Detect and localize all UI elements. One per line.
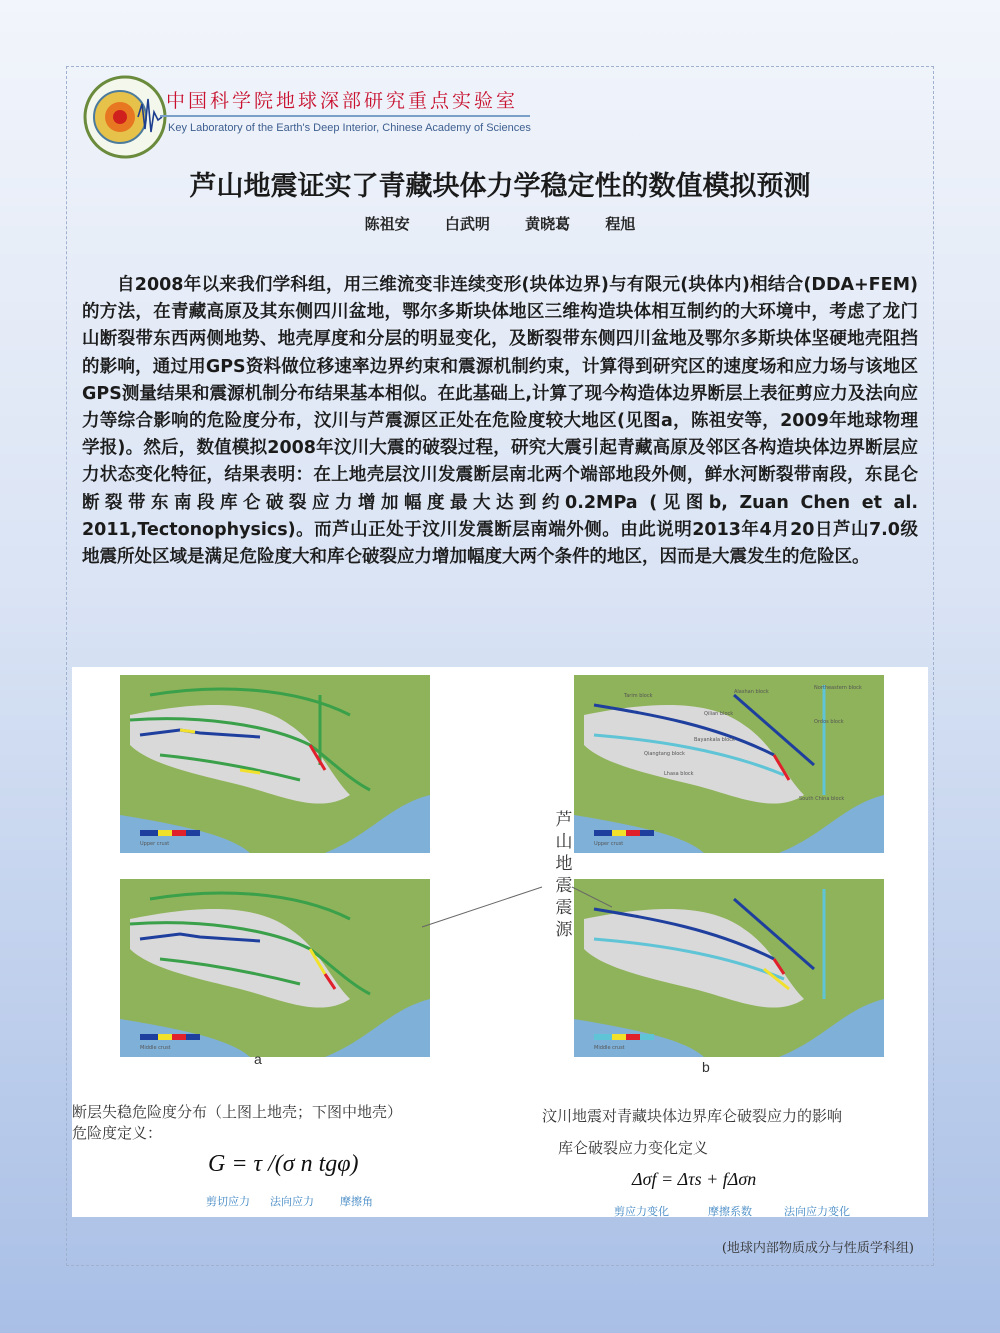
caption-b-line2: 库仑破裂应力变化定义 — [558, 1139, 709, 1157]
note-friction-angle: 摩擦角 — [340, 1195, 373, 1208]
block-bayankala: Bayankala block — [694, 737, 735, 743]
note-shear-change: 剪应力变化 — [614, 1205, 669, 1218]
footer-group: (地球内部物质成分与性质学科组) — [721, 1241, 914, 1256]
panel-label-b: b — [702, 1059, 710, 1075]
map-b-upper-legend: Upper crust — [594, 841, 624, 847]
note-normal-stress: 法向应力 — [270, 1195, 314, 1208]
body-paragraph: 自2008年以来我们学科组，用三维流变非连续变形(块体边界)与有限元(块体内)相结合(DDA+FEM)的方法，在青藏高原及其东侧四川盆地，鄂尔多斯块体地区三维构造块体相互制约的大环境中，考虑了龙门山断裂带东西两侧地势、地壳厚度和分层的明显变化，及断裂带东侧四川盆地及鄂尔多斯块体坚硬地壳阻挡的影响，通过用GPS资料做位移速率边界约束和震源机制约束，计算得到研究区的速度场和应力场与该地区GPS测量结果和震源机制分布结果基本相似。在此基础上,计算了现今构造体边界断层上表征剪应力及法向应力等综合影响的危险度分布，汶川与芦震源区正处在危险度较大地区(见图a，陈祖安等，2009年地球物理学报)。然后，数值模拟2008年汶川大震的破裂过程，研究大震引起青藏高原及邻区各构造块体边界断层应力状态变化特征，结果表明：在上地壳层汶川发震断层南北两个端部地段外侧，鲜水河断裂带南段，东昆仑断裂带东南段库仑破裂应力增加幅度最大达到约0.2MPa (见图b, Zuan Chen et al. 2011,Tectonophysics)。而芦山正处于汶川发震断层南端外侧。由此说明2013年4月20日芦山7.0级地震所处区域是满足危险度大和库仑破裂应力增加幅度大两个条件的地区，因而是大震发生的危险区。 — [82, 275, 918, 568]
map-a-middle-legend: Middle crust — [140, 1045, 171, 1051]
figure-panel — [72, 667, 928, 1217]
note-normal-change: 法向应力变化 — [784, 1205, 850, 1218]
lab-name-cn: 中国科学院地球深部研究重点实验室 — [166, 90, 519, 112]
pointer-lines — [412, 827, 612, 947]
authors: 陈祖安 白武明 黄晓葛 程旭 — [364, 215, 636, 233]
formula-b: Δσf = Δτs + fΔσn — [632, 1169, 757, 1189]
caption-a-line2: 危险度定义： — [72, 1124, 163, 1142]
formula-a: G = τ /(σ n tgφ) — [208, 1151, 359, 1177]
map-a-upper — [120, 675, 430, 853]
panel-label-a: a — [254, 1051, 262, 1067]
map-a-upper-legend: Upper crust — [140, 841, 170, 847]
lushan-source-label: 芦山地震震源 — [555, 810, 573, 940]
block-lhasa: Lhasa block — [664, 771, 694, 777]
map-a-middle — [120, 879, 430, 1057]
lab-divider — [160, 115, 530, 117]
note-friction-coef: 摩擦系数 — [708, 1205, 752, 1218]
block-qiangtang: Qiangtang block — [644, 751, 685, 757]
note-shear-stress: 剪切应力 — [206, 1195, 250, 1208]
lab-logo — [82, 74, 168, 160]
block-south-china: South China block — [799, 796, 845, 802]
caption-b-line1: 汶川地震对青藏块体边界库仑破裂应力的影响 — [542, 1107, 843, 1125]
poster-title: 芦山地震证实了青藏块体力学稳定性的数值模拟预测 — [189, 171, 811, 202]
lab-name-en: Key Laboratory of the Earth's Deep Interior, Chinese Academy of Sciences — [168, 122, 531, 134]
block-qilian: Qilian block — [704, 711, 734, 717]
map-b-middle — [574, 879, 884, 1057]
block-tarim: Tarim block — [624, 693, 653, 699]
caption-a-line1: 断层失稳危险度分布（上图上地壳；下图中地壳） — [72, 1103, 403, 1121]
map-b-middle-legend: Middle crust — [594, 1045, 625, 1051]
block-alashan: Alashan block — [734, 689, 769, 695]
block-ordos: Ordos block — [814, 719, 844, 725]
block-northeastern: Northeastern block — [814, 685, 862, 691]
map-b-upper — [574, 675, 884, 853]
